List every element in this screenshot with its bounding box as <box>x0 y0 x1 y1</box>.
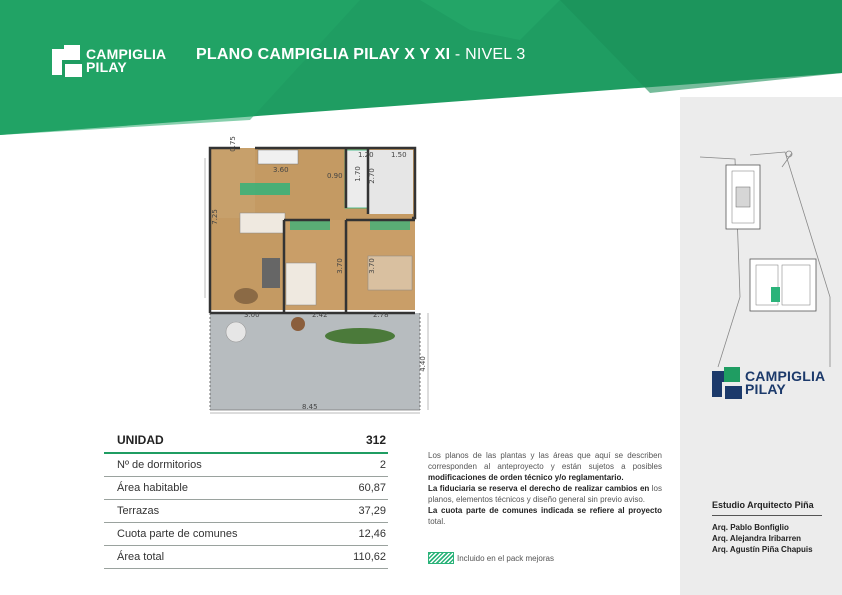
architect-name: Arq. Pablo Bonfiglio <box>712 523 789 532</box>
row-value: 2 <box>379 459 386 471</box>
dim-label: 7.25 <box>210 209 219 225</box>
logo-mark-icon <box>712 367 742 399</box>
table-header <box>104 428 388 454</box>
dim-label: 3.70 <box>367 258 376 274</box>
row-label: Cuota parte de comunes <box>117 528 238 540</box>
architect-name: Arq. Agustín Piña Chapuis <box>712 545 813 554</box>
studio-name: Estudio Arquitecto Piña <box>712 500 814 510</box>
dim-label: 1.20 <box>358 151 374 159</box>
sidebar-logo-line-1: CAMPIGLIA <box>745 367 826 384</box>
header-label: UNIDAD <box>117 433 164 447</box>
unit-table <box>104 428 388 569</box>
dim-label: 0.75 <box>228 136 237 152</box>
row-label: Terrazas <box>117 505 160 517</box>
dim-label: 2.70 <box>367 168 376 184</box>
sidebar-logo <box>712 367 825 399</box>
row-label: Área habitable <box>117 482 188 494</box>
site-plan-map <box>680 137 842 377</box>
row-label: Área total <box>117 551 165 563</box>
table-row <box>104 546 388 569</box>
header-value: 312 <box>365 433 386 447</box>
note-bold: La fiduciaria se reserva el derecho de realizar cambios en <box>428 484 650 493</box>
note-text: Los planos de las plantas y las áreas que aquí se describen corresponden al anteproyecto y están sujetos a posibles <box>428 451 662 471</box>
table-row <box>104 500 388 523</box>
logo-mark-icon <box>52 45 82 77</box>
table-row <box>104 523 388 546</box>
legend <box>428 552 554 564</box>
floor-plan <box>200 128 440 418</box>
dim-label: 2.78 <box>373 311 389 319</box>
row-value: 60,87 <box>358 482 386 494</box>
header-logo <box>52 45 166 77</box>
logo-line-1: CAMPIGLIA <box>86 45 167 62</box>
title-separator: - <box>450 46 466 63</box>
dim-label: 3.60 <box>273 166 289 174</box>
dim-label: 3.00 <box>244 311 260 319</box>
hatch-swatch-icon <box>428 552 454 564</box>
studio-divider <box>712 515 822 516</box>
note-bold: La cuota parte de comunes indicada se refiere al proyecto <box>428 506 662 515</box>
logo-line-2: PILAY <box>86 59 127 75</box>
dim-label: 1.70 <box>353 166 362 182</box>
dim-label: 3.70 <box>335 258 344 274</box>
title-level: NIVEL 3 <box>465 46 526 63</box>
title-project: PLANO CAMPIGLIA PILAY X Y XI <box>196 46 451 63</box>
row-value: 12,46 <box>358 528 386 540</box>
legend-label: Incluido en el pack mejoras <box>457 553 554 563</box>
table-row <box>104 477 388 500</box>
note-bold: modificaciones de orden técnico y/o reglamentario. <box>428 473 624 482</box>
row-value: 37,29 <box>358 505 386 517</box>
note-text: los planos, elementos técnicos y diseño general sin previo aviso. <box>428 484 663 504</box>
row-value: 110,62 <box>353 551 386 563</box>
table-row <box>104 454 388 477</box>
row-label: Nº de dormitorios <box>117 459 202 471</box>
dim-label: 2.42 <box>312 311 328 319</box>
dim-label: 1.50 <box>391 151 407 159</box>
sidebar-logo-line-2: PILAY <box>745 381 786 397</box>
note-text: total. <box>428 517 446 526</box>
sidebar-panel <box>680 97 842 595</box>
page-title <box>196 46 525 64</box>
dim-label: 0.90 <box>327 172 343 180</box>
disclaimer-notes <box>428 450 662 527</box>
dim-label: 8.45 <box>302 403 318 411</box>
architect-name: Arq. Alejandra Iribarren <box>712 534 802 543</box>
dim-label: 4.40 <box>418 356 427 372</box>
